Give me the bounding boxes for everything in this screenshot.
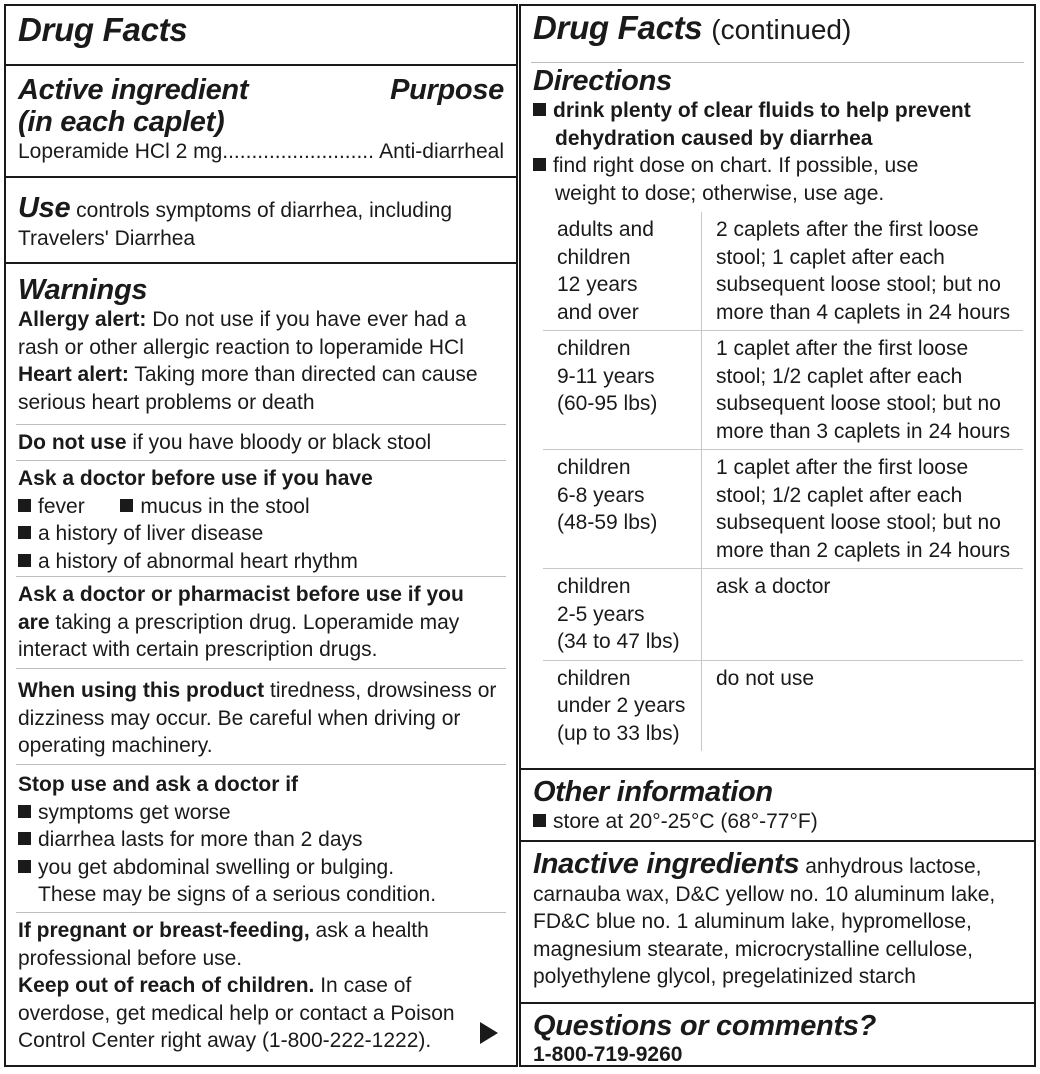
pregnant-label: If pregnant or breast-feeding, <box>18 919 310 942</box>
active-ingredient-subheading: (in each caplet) <box>18 106 225 138</box>
dosage-age-line: children <box>557 245 631 269</box>
do-not-use-text: if you have bloody or black stool <box>132 431 432 454</box>
dosage-row <box>543 660 1023 751</box>
dosage-amount-line: do not use <box>716 666 815 690</box>
drug-facts-title-section <box>6 12 516 48</box>
ask-pharmacist-text-2: interact with certain prescription drugs. <box>18 638 378 661</box>
direction-dose-chart: find right dose on chart. If possible, use weight to dose; otherwise, use age. <box>533 152 1022 207</box>
stop-use-heading: Stop use and ask a doctor if <box>18 773 299 796</box>
continued-label: (continued) <box>711 14 852 45</box>
dosage-age-line: and over <box>557 300 639 324</box>
dosage-age-line: children <box>557 456 631 479</box>
dosage-age-line: 12 years <box>557 273 638 296</box>
ingredient-purpose: Anti-diarrheal <box>379 140 504 163</box>
continue-arrow-icon <box>480 1022 498 1044</box>
drug-facts-continued-title <box>521 10 1034 48</box>
ask-pharmacist-heading: Ask a doctor or pharmacist before use if you <box>18 583 464 606</box>
dosage-amount-cell <box>702 331 1024 450</box>
dosage-row <box>543 331 1023 450</box>
ask-doctor-heading: Ask a doctor before use if you have <box>18 467 373 490</box>
ask-pharmacist-section <box>6 576 516 664</box>
dosage-amount-cell <box>702 660 1024 751</box>
stop-item-diarrhea: diarrhea lasts for more than 2 days <box>18 826 504 854</box>
use-text-line-1: controls symptoms of diarrhea, including <box>76 199 452 222</box>
directions-section <box>521 58 1034 207</box>
when-using-label: When using this product <box>18 679 265 702</box>
drug-facts-left-panel <box>4 4 518 1067</box>
bullet-square-icon <box>18 805 31 818</box>
heart-alert-label: Heart alert: <box>18 363 129 386</box>
directions-heading: Directions <box>533 65 672 97</box>
stop-item-worse: symptoms get worse <box>18 799 504 827</box>
dosage-row <box>543 212 1023 331</box>
warnings-section <box>6 262 516 416</box>
dosage-amount-line: 1 caplet after the first loose <box>716 456 969 479</box>
storage-item: store at 20°-25°C (68°-77°F) <box>533 808 1022 836</box>
keep-out-label: Keep out of reach of children. <box>18 974 315 997</box>
allergy-alert-text-2: rash or other allergic reaction to loperamide HCl <box>18 335 464 359</box>
ask-item-liver: a history of liver disease <box>18 520 504 548</box>
dosage-amount-line: stool; 1 caplet after each <box>716 245 945 269</box>
ask-pharmacist-text: taking a prescription drug. Loperamide may <box>55 610 460 634</box>
drug-facts-title: Drug Facts <box>18 11 188 48</box>
dosage-amount-line: more than 3 caplets in 24 hours <box>716 419 1011 443</box>
dosage-age-cell <box>543 660 702 751</box>
dosage-amount-line: more than 4 caplets in 24 hours <box>716 300 1011 324</box>
when-using-text-3: operating machinery. <box>18 734 213 757</box>
bullet-square-icon <box>18 554 31 567</box>
bullet-square-icon <box>120 499 133 512</box>
use-section <box>6 176 516 252</box>
questions-section <box>521 1002 1034 1068</box>
dosage-row <box>543 450 1023 569</box>
dosage-age-cell <box>543 569 702 661</box>
dosage-amount-line: 1 caplet after the first loose <box>716 337 969 360</box>
dosage-age-line: 2-5 years <box>557 602 645 626</box>
ask-doctor-section <box>6 460 516 575</box>
dosage-table <box>543 212 1023 751</box>
bullet-square-icon <box>18 526 31 539</box>
pregnant-text-2: professional before use. <box>18 946 243 970</box>
ingredient-leader-dots: .......................... <box>222 140 374 163</box>
heart-alert-text-2: serious heart problems or death <box>18 390 315 414</box>
keep-out-text-3: Control Center right away (1-800-222-1222). <box>18 1029 432 1052</box>
bullet-square-icon <box>533 103 546 116</box>
dosage-age-line: children <box>557 575 631 598</box>
dosage-amount-cell <box>702 212 1024 331</box>
do-not-use-section <box>6 418 516 457</box>
heart-alert-text: Taking more than directed can cause <box>134 363 478 386</box>
allergy-alert-text: Do not use if you have ever had a <box>152 308 467 331</box>
dosage-age-line: (up to 33 lbs) <box>557 721 680 745</box>
dosage-amount-line: ask a doctor <box>716 575 831 598</box>
bullet-square-icon <box>533 814 546 827</box>
questions-heading: Questions or comments? <box>533 1010 877 1042</box>
dosage-age-cell <box>543 331 702 450</box>
dosage-amount-line: subsequent loose stool; but no <box>716 511 1001 534</box>
dosage-age-line: children <box>557 666 631 690</box>
when-using-text: tiredness, drowsiness or <box>270 679 497 702</box>
stop-use-section <box>6 764 516 909</box>
active-ingredient-section <box>6 64 516 166</box>
inactive-text-5: polyethylene glycol, pregelatinized starch <box>533 965 916 988</box>
other-information-heading: Other information <box>533 776 773 808</box>
ask-item-heart-rhythm: a history of abnormal heart rhythm <box>18 548 504 576</box>
bullet-square-icon <box>18 499 31 512</box>
warnings-heading: Warnings <box>18 274 148 306</box>
inactive-text-4: magnesium stearate, microcrystalline cellulose, <box>533 937 974 961</box>
dosage-amount-line: subsequent loose stool; but no <box>716 392 1001 415</box>
dosage-age-line: (48-59 lbs) <box>557 511 658 534</box>
pregnant-section <box>6 912 516 1055</box>
stop-note: These may be signs of a serious condition. <box>38 883 437 906</box>
dosage-age-line: under 2 years <box>557 694 686 717</box>
ask-item-mucus: mucus in the stool <box>120 495 309 518</box>
dosage-amount-line: stool; 1/2 caplet after each <box>716 483 963 507</box>
inactive-text-3: FD&C blue no. 1 aluminum lake, hypromellose, <box>533 910 972 933</box>
dosage-age-line: 9-11 years <box>557 364 655 388</box>
bullet-square-icon <box>533 158 546 171</box>
use-text-line-2: Travelers' Diarrhea <box>18 226 196 250</box>
questions-phone: 1-800-719-9260 <box>533 1043 683 1066</box>
use-heading: Use <box>18 192 71 224</box>
stop-item-swelling: you get abdominal swelling or bulging. <box>18 854 504 882</box>
purpose-heading: Purpose <box>390 74 504 106</box>
dosage-amount-line: 2 caplets after the first loose <box>716 218 979 241</box>
dosage-amount-line: more than 2 caplets in 24 hours <box>716 538 1011 562</box>
inactive-ingredients-section <box>521 840 1034 991</box>
dosage-age-line: (34 to 47 lbs) <box>557 630 680 653</box>
inactive-text: anhydrous lactose, <box>805 855 982 878</box>
dosage-age-cell <box>543 450 702 569</box>
dosage-age-line: adults and <box>557 218 654 241</box>
other-information-section <box>521 768 1034 836</box>
bullet-square-icon <box>18 860 31 873</box>
direction-fluids: drink plenty of clear fluids to help prevent dehydration caused by diarrhea <box>533 97 1022 152</box>
dosage-amount-cell <box>702 569 1024 661</box>
inactive-text-2: carnauba wax, D&C yellow no. 10 aluminum lake, <box>533 882 996 906</box>
drug-facts-title-right: Drug Facts <box>533 9 703 46</box>
when-using-section <box>6 668 516 760</box>
dosage-amount-cell <box>702 450 1024 569</box>
keep-out-text-2: overdose, get medical help or contact a Poison <box>18 1001 455 1025</box>
when-using-text-2: dizziness may occur. Be careful when driving or <box>18 706 461 730</box>
ask-item-fever: fever <box>18 495 85 518</box>
ingredient-name: Loperamide HCl 2 mg <box>18 140 223 163</box>
keep-out-text: In case of <box>320 974 412 997</box>
dosage-amount-line: stool; 1/2 caplet after each <box>716 364 963 388</box>
dosage-age-line: children <box>557 337 631 360</box>
do-not-use-label: Do not use <box>18 431 127 454</box>
bullet-square-icon <box>18 832 31 845</box>
dosage-amount-line: subsequent loose stool; but no <box>716 273 1001 296</box>
active-ingredient-heading: Active ingredient <box>18 74 249 106</box>
ask-pharmacist-heading-2: are <box>18 610 50 634</box>
dosage-row <box>543 569 1023 661</box>
inactive-ingredients-heading: Inactive ingredients <box>533 848 800 880</box>
allergy-alert-label: Allergy alert: <box>18 308 147 331</box>
dosage-age-line: 6-8 years <box>557 483 645 507</box>
pregnant-text: ask a health <box>315 919 429 942</box>
dosage-age-cell <box>543 212 702 331</box>
dosage-age-line: (60-95 lbs) <box>557 392 658 415</box>
drug-facts-right-panel <box>519 4 1036 1067</box>
